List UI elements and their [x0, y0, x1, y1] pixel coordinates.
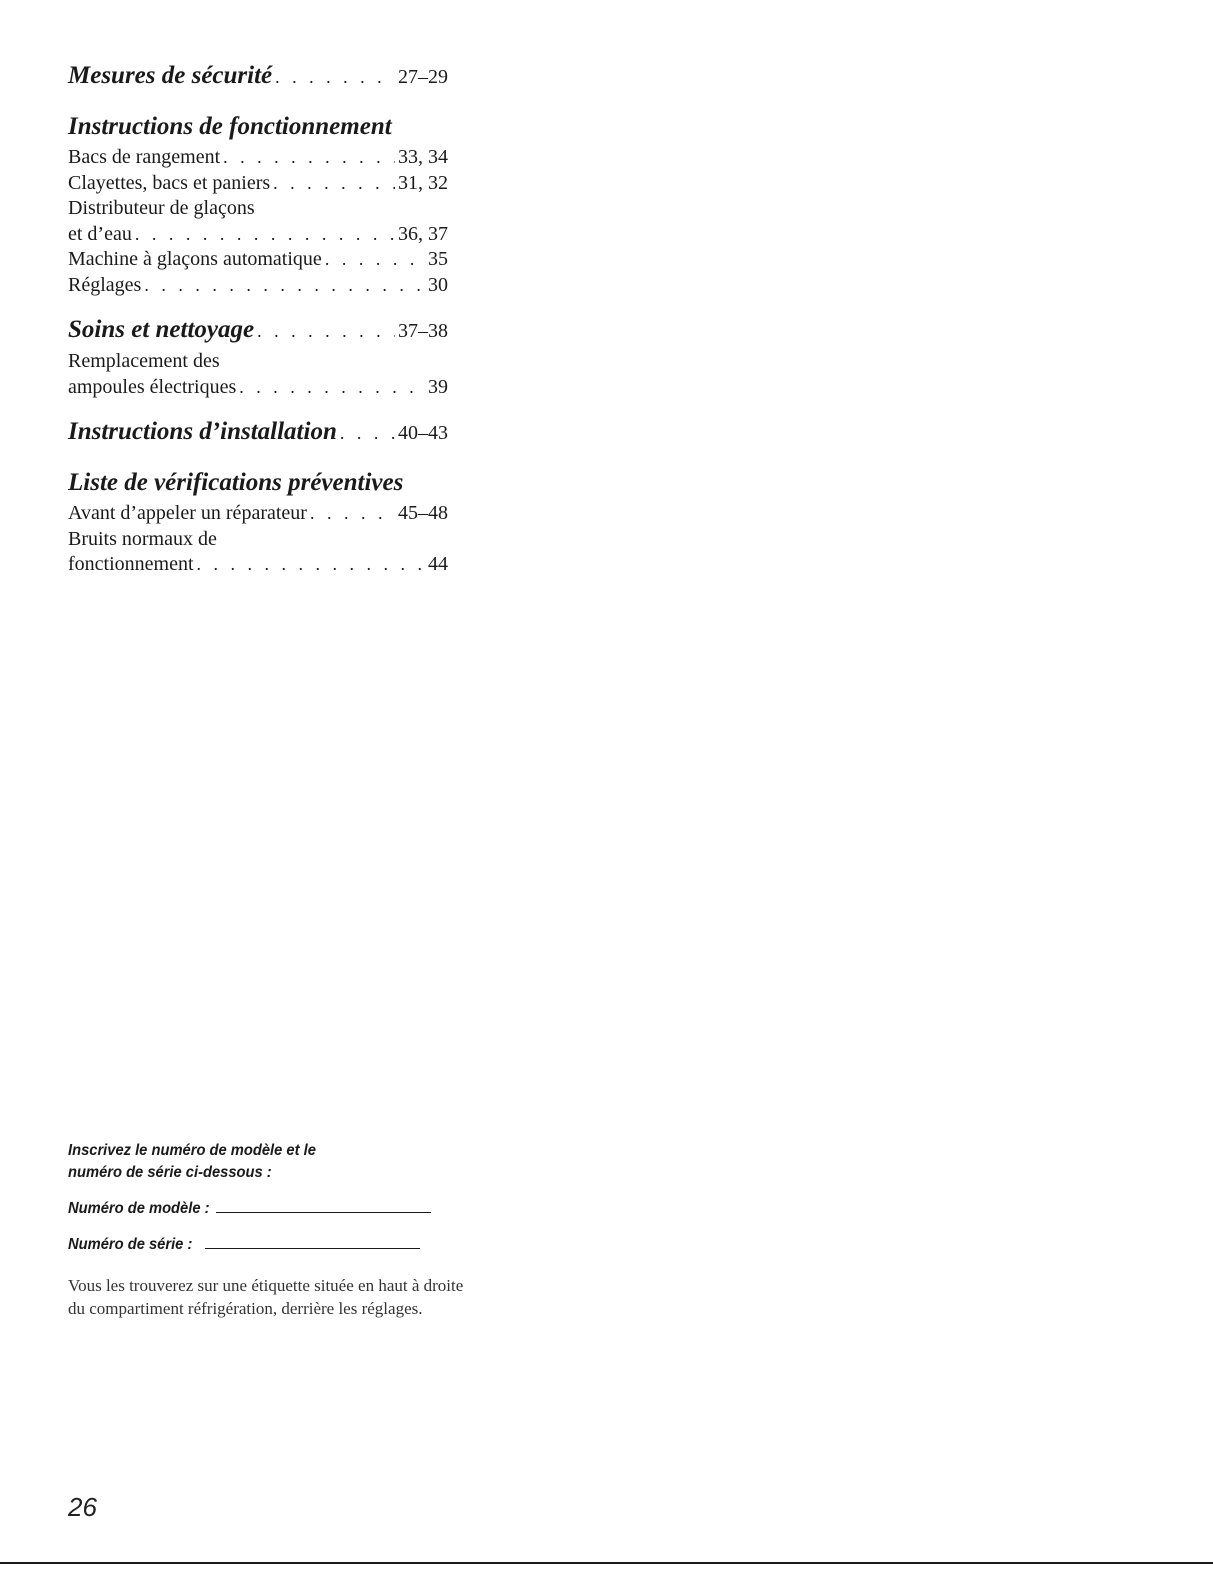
toc-item-label: Distributeur de glaçons — [68, 197, 255, 219]
toc-item-label: Remplacement des — [68, 350, 220, 372]
leader-dots — [310, 501, 395, 527]
toc-item-label: ampoules électriques — [68, 375, 237, 398]
toc-item-page: 31, 32 — [398, 171, 448, 194]
toc-item[interactable] — [68, 375, 448, 401]
model-number-field[interactable] — [68, 1198, 468, 1220]
toc-item-label: Machine à glaçons automatique — [68, 248, 322, 270]
toc-item[interactable] — [68, 527, 448, 553]
toc-item[interactable] — [68, 171, 448, 197]
toc-item[interactable] — [68, 501, 448, 527]
serial-number-field[interactable] — [68, 1234, 468, 1256]
toc-item[interactable] — [68, 247, 448, 273]
leader-dots — [257, 313, 395, 349]
toc-section-operating — [68, 109, 448, 298]
label-location-note: Vous les trouverez sur une étiquette située en haut à droite du compartiment réfrigération, derrière les réglages. — [68, 1276, 464, 1318]
leader-dots — [239, 375, 425, 401]
serial-number-blank[interactable] — [205, 1234, 420, 1249]
leader-dots — [144, 273, 425, 299]
toc-item-page: 35 — [428, 248, 448, 270]
leader-dots — [223, 145, 395, 171]
record-intro: Inscrivez le numéro de modèle et le numéro de série ci-dessous : — [68, 1142, 316, 1181]
toc-heading[interactable] — [68, 109, 448, 145]
toc-item[interactable] — [68, 273, 448, 299]
toc-heading-label: Mesures de sécurité — [68, 62, 273, 89]
toc-item[interactable] — [68, 222, 448, 248]
toc-section-installation — [68, 414, 448, 451]
toc-section-troubleshooting — [68, 465, 448, 578]
leader-dots — [340, 415, 395, 451]
toc-item[interactable] — [68, 196, 448, 222]
toc-heading[interactable] — [68, 465, 448, 501]
toc-heading[interactable] — [68, 58, 448, 95]
toc-item-label: Bacs de rangement — [68, 146, 221, 168]
toc-item-label: Réglages — [68, 273, 142, 296]
leader-dots — [135, 222, 395, 248]
toc-heading-label: Instructions de fonctionnement — [68, 113, 392, 140]
toc-item[interactable] — [68, 349, 448, 375]
toc-item-label: Bruits normaux de — [68, 527, 217, 550]
toc-heading[interactable] — [68, 414, 448, 451]
leader-dots — [273, 171, 395, 197]
toc-heading[interactable] — [68, 312, 448, 349]
table-of-contents — [68, 58, 448, 578]
toc-item-label: fonctionnement — [68, 553, 194, 575]
toc-heading-page: 40–43 — [398, 422, 448, 444]
leader-dots — [197, 552, 425, 578]
serial-number-label: Numéro de série : — [68, 1236, 193, 1253]
toc-heading-label: Instructions d’installation — [68, 418, 337, 445]
model-number-label: Numéro de modèle : — [68, 1200, 210, 1217]
page-number: 26 — [68, 1492, 97, 1522]
bottom-divider — [0, 1562, 1213, 1564]
model-number-blank[interactable] — [216, 1198, 431, 1213]
toc-item[interactable] — [68, 552, 448, 578]
toc-heading-page: 27–29 — [398, 66, 448, 88]
toc-item-label: Clayettes, bacs et paniers — [68, 171, 271, 194]
toc-section-care — [68, 312, 448, 400]
toc-section-safety — [68, 58, 448, 95]
model-serial-record — [68, 1140, 468, 1320]
toc-item-page: 33, 34 — [398, 146, 448, 168]
toc-item-page: 36, 37 — [398, 222, 448, 245]
toc-item-label: et d’eau — [68, 222, 132, 245]
toc-heading-page: 37–38 — [398, 320, 448, 342]
toc-item-label: Avant d’appeler un réparateur — [68, 502, 307, 524]
toc-item-page: 45–48 — [398, 502, 448, 524]
leader-dots — [275, 59, 395, 95]
toc-item[interactable] — [68, 145, 448, 171]
toc-item-page: 39 — [428, 375, 448, 398]
toc-item-page: 44 — [428, 553, 448, 575]
toc-heading-label: Soins et nettoyage — [68, 316, 255, 343]
leader-dots — [325, 247, 425, 273]
toc-heading-label: Liste de vérifications préventives — [68, 469, 404, 496]
toc-item-page: 30 — [428, 273, 448, 296]
